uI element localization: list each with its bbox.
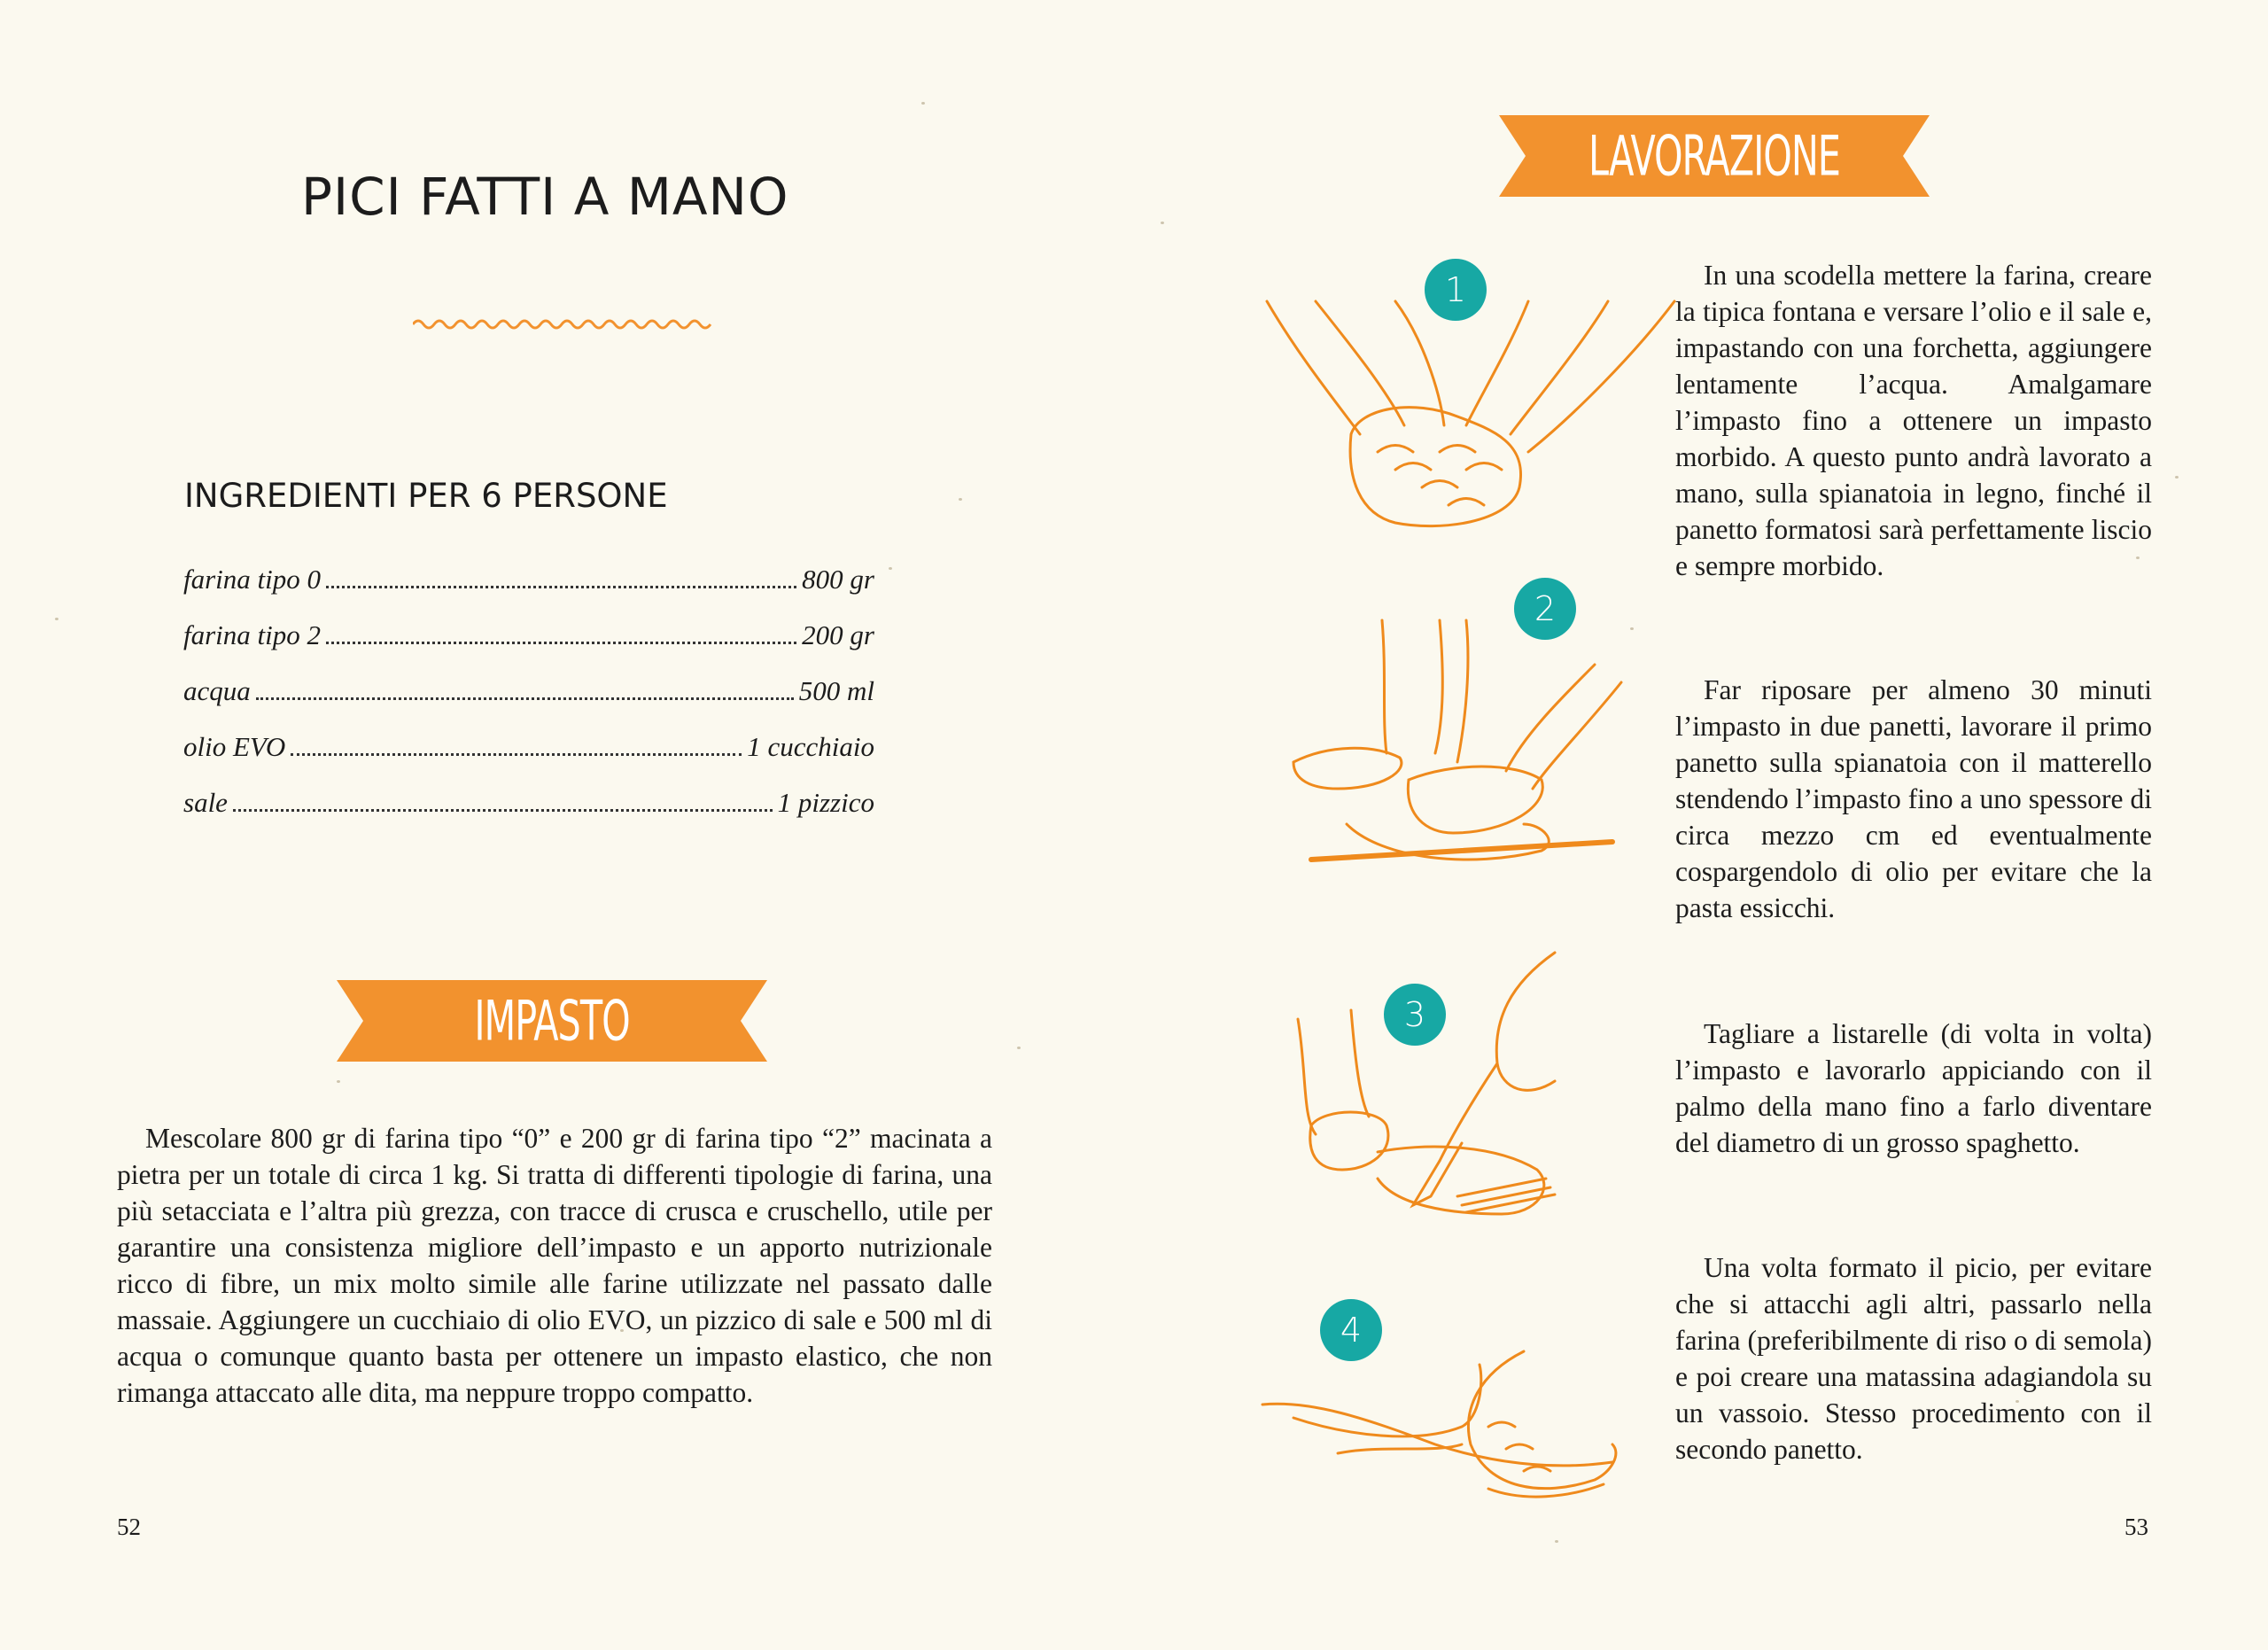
kneading-hands-icon	[1262, 284, 1679, 549]
impasto-paragraph: Mescolare 800 gr di farina tipo “0” e 200 gr di farina tipo “2” macinata a pietra per un totale di circa 1 kg. Si tratta di differenti tipologie di farina, una più setacciata e l’altra più grezza, con tracce di crusca e cruschello, utile per garantire una consistenza migliore dell’impasto e un apporto nutrizionale ricco di fibre, un mix molto simile alle farine utilizzate nel passato dalle massaie. Aggiungere un cucchiaio di olio EVO, un pizzico di sale e 500 ml di acqua o comunque quanto basta per ottenere un impasto elastico, che non rimanga attaccato alle dita, ma neppure troppo compatto.	[117, 1123, 992, 1408]
impasto-heading: IMPASTO	[474, 988, 630, 1054]
step-number-badge: 1	[1425, 259, 1487, 321]
impasto-banner	[337, 980, 767, 1062]
ingredient-row	[183, 675, 874, 731]
dot-leader	[256, 697, 794, 700]
ingredient-name: farina tipo 2	[183, 619, 322, 650]
rolling-pici-hands-icon	[1258, 1347, 1630, 1515]
lavorazione-heading: LAVORAZIONE	[1588, 123, 1840, 189]
rolling-pin-hands-icon	[1276, 611, 1630, 877]
step-2-text: Far riposare per almeno 30 minuti l’impasto in due panetti, lavorare il primo panetto sulla spianatoia con il matterello stendendo l’impasto fino a uno spessore di circa mezzo cm ed eventualmente cospargendolo di olio per evitare che la pasta essicchi.	[1675, 674, 2152, 923]
step-1-text: In una scodella mettere la farina, creare la tipica fontana e versare l’olio e il sale e, impastando con una forchetta, aggiungere lentamente l’acqua. Amalgamare l’impasto fino a ottenere un impasto morbido. A questo punto andrà lavorato a mano, sulla spianatoia in legno, finché il panetto formatosi sarà perfettamente liscio e sempre morbido.	[1675, 260, 2152, 581]
dot-leader	[233, 809, 773, 812]
ingredient-name: sale	[183, 787, 228, 818]
dot-leader	[326, 642, 796, 644]
step-number-badge: 2	[1514, 578, 1576, 640]
ingredient-row	[183, 564, 874, 619]
ingredient-name: olio EVO	[183, 731, 286, 762]
ingredient-row	[183, 619, 874, 675]
page-number-right: 53	[2124, 1514, 2148, 1540]
step-3-text: Tagliare a listarelle (di volta in volta) l’impasto e lavorarlo appiciando con il palmo della mano fino a farlo diventare del diametro di un grosso spaghetto.	[1675, 1018, 2152, 1158]
dot-leader	[326, 586, 796, 588]
ingredient-quantity: 500 ml	[798, 675, 874, 706]
step-number-badge: 3	[1384, 984, 1446, 1046]
ingredient-name: acqua	[183, 675, 251, 706]
dot-leader	[291, 753, 742, 756]
lavorazione-banner	[1499, 115, 1930, 197]
knife-cutting-hands-icon	[1289, 948, 1581, 1241]
ingredient-quantity: 1 cucchiaio	[747, 731, 874, 762]
ingredient-quantity: 1 pizzico	[777, 787, 874, 818]
ingredients-list	[183, 564, 874, 843]
page-number-left: 52	[117, 1514, 141, 1540]
ingredient-row	[183, 731, 874, 787]
ingredient-row	[183, 787, 874, 843]
wave-divider	[413, 315, 718, 333]
ingredient-quantity: 200 gr	[802, 619, 874, 650]
step-4-text: Una volta formato il picio, per evitare che si attacchi agli altri, passarlo nella farina (preferibilmente di riso o di semola) e poi creare una matassina adagiandola su un vassoio. Stesso procedimento con il secondo panetto.	[1675, 1252, 2152, 1465]
ingredient-quantity: 800 gr	[802, 564, 874, 595]
ingredients-title: INGREDIENTI PER 6 PERSONE	[184, 477, 668, 515]
ingredient-name: farina tipo 0	[183, 564, 322, 595]
step-number-badge: 4	[1320, 1299, 1382, 1361]
recipe-title: PICI FATTI A MANO	[301, 167, 789, 227]
